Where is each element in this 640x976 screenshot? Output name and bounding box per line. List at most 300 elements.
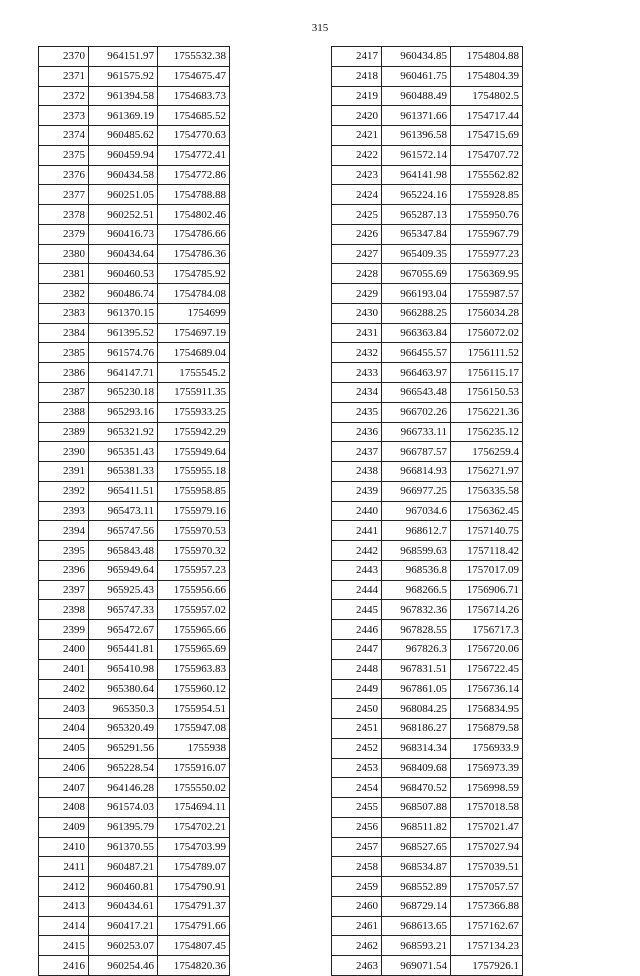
point-number-cell: 2411 <box>39 857 89 877</box>
y-coordinate-cell: 1757926.1 <box>451 956 523 976</box>
table-row <box>332 462 523 482</box>
x-coordinate-cell: 968507.88 <box>382 798 451 818</box>
table-row <box>332 798 523 818</box>
y-coordinate-cell: 1754707.72 <box>451 145 523 165</box>
point-number-cell: 2390 <box>39 442 89 462</box>
point-number-cell: 2426 <box>332 224 382 244</box>
table-row <box>39 165 230 185</box>
point-number-cell: 2380 <box>39 244 89 264</box>
table-row <box>39 521 230 541</box>
point-number-cell: 2438 <box>332 462 382 482</box>
point-number-cell: 2400 <box>39 639 89 659</box>
x-coordinate-cell: 966702.26 <box>382 402 451 422</box>
x-coordinate-cell: 961395.79 <box>89 817 158 837</box>
table-row <box>332 916 523 936</box>
table-row <box>39 639 230 659</box>
point-number-cell: 2422 <box>332 145 382 165</box>
table-row <box>39 719 230 739</box>
x-coordinate-cell: 965320.49 <box>89 719 158 739</box>
table-row <box>332 86 523 106</box>
y-coordinate-cell: 1754802.5 <box>451 86 523 106</box>
point-number-cell: 2413 <box>39 896 89 916</box>
y-coordinate-cell: 1755938 <box>158 738 230 758</box>
y-coordinate-cell: 1754675.47 <box>158 66 230 86</box>
x-coordinate-cell: 967055.69 <box>382 264 451 284</box>
table-row <box>39 541 230 561</box>
x-coordinate-cell: 965409.35 <box>382 244 451 264</box>
table-row <box>332 422 523 442</box>
table-row <box>332 126 523 146</box>
x-coordinate-cell: 961396.58 <box>382 126 451 146</box>
table-row <box>39 916 230 936</box>
point-number-cell: 2444 <box>332 580 382 600</box>
y-coordinate-cell: 1756221.36 <box>451 402 523 422</box>
table-row <box>332 837 523 857</box>
y-coordinate-cell: 1755911.35 <box>158 383 230 403</box>
table-row <box>332 185 523 205</box>
x-coordinate-cell: 967861.05 <box>382 679 451 699</box>
x-coordinate-cell: 968599.63 <box>382 541 451 561</box>
x-coordinate-cell: 965228.54 <box>89 758 158 778</box>
y-coordinate-cell: 1756072.02 <box>451 323 523 343</box>
x-coordinate-cell: 960254.46 <box>89 956 158 976</box>
table-row <box>39 817 230 837</box>
point-number-cell: 2457 <box>332 837 382 857</box>
point-number-cell: 2442 <box>332 541 382 561</box>
y-coordinate-cell: 1756271.97 <box>451 462 523 482</box>
x-coordinate-cell: 967034.6 <box>382 501 451 521</box>
x-coordinate-cell: 960488.49 <box>382 86 451 106</box>
table-row <box>39 462 230 482</box>
table-row <box>332 303 523 323</box>
x-coordinate-cell: 965351.43 <box>89 442 158 462</box>
y-coordinate-cell: 1756362.45 <box>451 501 523 521</box>
y-coordinate-cell: 1755987.57 <box>451 284 523 304</box>
table-row <box>332 244 523 264</box>
point-number-cell: 2445 <box>332 600 382 620</box>
y-coordinate-cell: 1755963.83 <box>158 659 230 679</box>
point-number-cell: 2379 <box>39 224 89 244</box>
table-row <box>332 896 523 916</box>
table-row <box>39 738 230 758</box>
y-coordinate-cell: 1754685.52 <box>158 106 230 126</box>
y-coordinate-cell: 1756115.17 <box>451 363 523 383</box>
table-row <box>332 284 523 304</box>
x-coordinate-cell: 960434.58 <box>89 165 158 185</box>
table-row <box>39 857 230 877</box>
x-coordinate-cell: 965925.43 <box>89 580 158 600</box>
x-coordinate-cell: 961395.52 <box>89 323 158 343</box>
table-row <box>39 877 230 897</box>
x-coordinate-cell: 968314.34 <box>382 738 451 758</box>
table-row <box>39 956 230 976</box>
table-row <box>39 106 230 126</box>
y-coordinate-cell: 1755545.2 <box>158 363 230 383</box>
point-number-cell: 2458 <box>332 857 382 877</box>
x-coordinate-cell: 968084.25 <box>382 699 451 719</box>
y-coordinate-cell: 1757027.94 <box>451 837 523 857</box>
table-row <box>332 481 523 501</box>
y-coordinate-cell: 1754689.04 <box>158 343 230 363</box>
table-row <box>332 264 523 284</box>
point-number-cell: 2373 <box>39 106 89 126</box>
point-number-cell: 2370 <box>39 47 89 67</box>
y-coordinate-cell: 1754804.88 <box>451 47 523 67</box>
table-row <box>332 501 523 521</box>
table-row <box>39 244 230 264</box>
point-number-cell: 2377 <box>39 185 89 205</box>
table-row <box>39 47 230 67</box>
x-coordinate-cell: 968511.82 <box>382 817 451 837</box>
table-row <box>332 106 523 126</box>
x-coordinate-cell: 966733.11 <box>382 422 451 442</box>
x-coordinate-cell: 966455.57 <box>382 343 451 363</box>
x-coordinate-cell: 965843.48 <box>89 541 158 561</box>
table-row <box>332 442 523 462</box>
table-row <box>39 560 230 580</box>
x-coordinate-cell: 960459.94 <box>89 145 158 165</box>
x-coordinate-cell: 965441.81 <box>89 639 158 659</box>
point-number-cell: 2397 <box>39 580 89 600</box>
table-row <box>39 303 230 323</box>
table-row <box>39 363 230 383</box>
y-coordinate-cell: 1756973.39 <box>451 758 523 778</box>
x-coordinate-cell: 961574.76 <box>89 343 158 363</box>
y-coordinate-cell: 1756722.45 <box>451 659 523 679</box>
point-number-cell: 2461 <box>332 916 382 936</box>
table-row <box>39 600 230 620</box>
table-row <box>39 501 230 521</box>
y-coordinate-cell: 1757140.75 <box>451 521 523 541</box>
y-coordinate-cell: 1754807.45 <box>158 936 230 956</box>
x-coordinate-cell: 960417.21 <box>89 916 158 936</box>
x-coordinate-cell: 960434.61 <box>89 896 158 916</box>
x-coordinate-cell: 969071.54 <box>382 956 451 976</box>
y-coordinate-cell: 1755532.38 <box>158 47 230 67</box>
x-coordinate-cell: 968593.21 <box>382 936 451 956</box>
y-coordinate-cell: 1755956.66 <box>158 580 230 600</box>
x-coordinate-cell: 961369.19 <box>89 106 158 126</box>
y-coordinate-cell: 1756111.52 <box>451 343 523 363</box>
point-number-cell: 2392 <box>39 481 89 501</box>
y-coordinate-cell: 1756259.4 <box>451 442 523 462</box>
point-number-cell: 2402 <box>39 679 89 699</box>
point-number-cell: 2452 <box>332 738 382 758</box>
x-coordinate-cell: 964147.71 <box>89 363 158 383</box>
y-coordinate-cell: 1754772.86 <box>158 165 230 185</box>
x-coordinate-cell: 965291.56 <box>89 738 158 758</box>
point-number-cell: 2375 <box>39 145 89 165</box>
x-coordinate-cell: 960251.05 <box>89 185 158 205</box>
x-coordinate-cell: 960487.21 <box>89 857 158 877</box>
y-coordinate-cell: 1755950.76 <box>451 205 523 225</box>
y-coordinate-cell: 1755916.07 <box>158 758 230 778</box>
table-row <box>332 778 523 798</box>
point-number-cell: 2415 <box>39 936 89 956</box>
table-row <box>39 679 230 699</box>
point-number-cell: 2406 <box>39 758 89 778</box>
point-number-cell: 2416 <box>39 956 89 976</box>
table-row <box>39 837 230 857</box>
point-number-cell: 2455 <box>332 798 382 818</box>
point-number-cell: 2385 <box>39 343 89 363</box>
point-number-cell: 2431 <box>332 323 382 343</box>
point-number-cell: 2376 <box>39 165 89 185</box>
point-number-cell: 2410 <box>39 837 89 857</box>
point-number-cell: 2456 <box>332 817 382 837</box>
point-number-cell: 2441 <box>332 521 382 541</box>
table-row <box>332 323 523 343</box>
table-row <box>332 402 523 422</box>
table-row <box>332 817 523 837</box>
x-coordinate-cell: 968729.14 <box>382 896 451 916</box>
table-row <box>332 679 523 699</box>
y-coordinate-cell: 1756834.95 <box>451 699 523 719</box>
x-coordinate-cell: 965747.33 <box>89 600 158 620</box>
table-row <box>39 145 230 165</box>
point-number-cell: 2451 <box>332 719 382 739</box>
table-row <box>332 719 523 739</box>
y-coordinate-cell: 1755928.85 <box>451 185 523 205</box>
x-coordinate-cell: 968470.52 <box>382 778 451 798</box>
x-coordinate-cell: 967826.3 <box>382 639 451 659</box>
y-coordinate-cell: 1757039.51 <box>451 857 523 877</box>
table-row <box>39 402 230 422</box>
x-coordinate-cell: 968186.27 <box>382 719 451 739</box>
x-coordinate-cell: 965381.33 <box>89 462 158 482</box>
point-number-cell: 2407 <box>39 778 89 798</box>
table-row <box>39 758 230 778</box>
point-number-cell: 2417 <box>332 47 382 67</box>
table-row <box>332 659 523 679</box>
y-coordinate-cell: 1756906.71 <box>451 580 523 600</box>
x-coordinate-cell: 968612.7 <box>382 521 451 541</box>
x-coordinate-cell: 965949.64 <box>89 560 158 580</box>
x-coordinate-cell: 967831.51 <box>382 659 451 679</box>
point-number-cell: 2403 <box>39 699 89 719</box>
y-coordinate-cell: 1757134.23 <box>451 936 523 956</box>
point-number-cell: 2389 <box>39 422 89 442</box>
y-coordinate-cell: 1754791.66 <box>158 916 230 936</box>
y-coordinate-cell: 1756998.59 <box>451 778 523 798</box>
x-coordinate-cell: 965287.13 <box>382 205 451 225</box>
point-number-cell: 2435 <box>332 402 382 422</box>
point-number-cell: 2454 <box>332 778 382 798</box>
y-coordinate-cell: 1757118.42 <box>451 541 523 561</box>
point-number-cell: 2446 <box>332 620 382 640</box>
table-row <box>332 47 523 67</box>
y-coordinate-cell: 1757017.09 <box>451 560 523 580</box>
y-coordinate-cell: 1754786.36 <box>158 244 230 264</box>
table-row <box>39 659 230 679</box>
y-coordinate-cell: 1755942.29 <box>158 422 230 442</box>
table-row <box>39 481 230 501</box>
y-coordinate-cell: 1755933.25 <box>158 402 230 422</box>
point-number-cell: 2393 <box>39 501 89 521</box>
y-coordinate-cell: 1755954.51 <box>158 699 230 719</box>
y-coordinate-cell: 1756720.06 <box>451 639 523 659</box>
table-row <box>332 877 523 897</box>
y-coordinate-cell: 1757018.58 <box>451 798 523 818</box>
y-coordinate-cell: 1754703.99 <box>158 837 230 857</box>
table-row <box>332 165 523 185</box>
x-coordinate-cell: 966193.04 <box>382 284 451 304</box>
y-coordinate-cell: 1757021.47 <box>451 817 523 837</box>
point-number-cell: 2447 <box>332 639 382 659</box>
table-row <box>39 323 230 343</box>
y-coordinate-cell: 1754770.63 <box>158 126 230 146</box>
x-coordinate-cell: 960253.07 <box>89 936 158 956</box>
x-coordinate-cell: 966543.48 <box>382 383 451 403</box>
table-row <box>39 620 230 640</box>
x-coordinate-cell: 961394.58 <box>89 86 158 106</box>
point-number-cell: 2437 <box>332 442 382 462</box>
y-coordinate-cell: 1755965.69 <box>158 639 230 659</box>
table-row <box>39 224 230 244</box>
table-row <box>39 798 230 818</box>
y-coordinate-cell: 1754683.73 <box>158 86 230 106</box>
table-row <box>39 205 230 225</box>
y-coordinate-cell: 1755960.12 <box>158 679 230 699</box>
page-number: 315 <box>311 22 329 34</box>
x-coordinate-cell: 965472.67 <box>89 620 158 640</box>
y-coordinate-cell: 1755979.16 <box>158 501 230 521</box>
table-row <box>332 580 523 600</box>
x-coordinate-cell: 967828.55 <box>382 620 451 640</box>
point-number-cell: 2396 <box>39 560 89 580</box>
x-coordinate-cell: 968527.65 <box>382 837 451 857</box>
point-number-cell: 2394 <box>39 521 89 541</box>
point-number-cell: 2391 <box>39 462 89 482</box>
x-coordinate-cell: 965411.51 <box>89 481 158 501</box>
y-coordinate-cell: 1757366.88 <box>451 896 523 916</box>
point-number-cell: 2420 <box>332 106 382 126</box>
point-number-cell: 2453 <box>332 758 382 778</box>
y-coordinate-cell: 1755550.02 <box>158 778 230 798</box>
x-coordinate-cell: 960434.85 <box>382 47 451 67</box>
point-number-cell: 2374 <box>39 126 89 146</box>
table-row <box>39 442 230 462</box>
y-coordinate-cell: 1754802.46 <box>158 205 230 225</box>
table-row <box>332 738 523 758</box>
x-coordinate-cell: 966977.25 <box>382 481 451 501</box>
table-row <box>39 896 230 916</box>
table-row <box>332 699 523 719</box>
y-coordinate-cell: 1754820.36 <box>158 956 230 976</box>
x-coordinate-cell: 965347.84 <box>382 224 451 244</box>
x-coordinate-cell: 965473.11 <box>89 501 158 521</box>
point-number-cell: 2387 <box>39 383 89 403</box>
y-coordinate-cell: 1755970.32 <box>158 541 230 561</box>
point-number-cell: 2412 <box>39 877 89 897</box>
x-coordinate-cell: 968552.89 <box>382 877 451 897</box>
point-number-cell: 2450 <box>332 699 382 719</box>
y-coordinate-cell: 1755958.85 <box>158 481 230 501</box>
point-number-cell: 2371 <box>39 66 89 86</box>
x-coordinate-cell: 961572.14 <box>382 145 451 165</box>
table-row <box>332 936 523 956</box>
table-row <box>332 541 523 561</box>
point-number-cell: 2419 <box>332 86 382 106</box>
table-row <box>332 956 523 976</box>
x-coordinate-cell: 966463.97 <box>382 363 451 383</box>
y-coordinate-cell: 1755955.18 <box>158 462 230 482</box>
x-coordinate-cell: 968613.65 <box>382 916 451 936</box>
y-coordinate-cell: 1754785.92 <box>158 264 230 284</box>
x-coordinate-cell: 966363.84 <box>382 323 451 343</box>
point-number-cell: 2404 <box>39 719 89 739</box>
y-coordinate-cell: 1756235.12 <box>451 422 523 442</box>
x-coordinate-cell: 965380.64 <box>89 679 158 699</box>
x-coordinate-cell: 965350.3 <box>89 699 158 719</box>
y-coordinate-cell: 1755957.23 <box>158 560 230 580</box>
y-coordinate-cell: 1755562.82 <box>451 165 523 185</box>
point-number-cell: 2449 <box>332 679 382 699</box>
y-coordinate-cell: 1754697.19 <box>158 323 230 343</box>
coordinate-table-right <box>331 46 523 976</box>
point-number-cell: 2388 <box>39 402 89 422</box>
y-coordinate-cell: 1754694.11 <box>158 798 230 818</box>
point-number-cell: 2463 <box>332 956 382 976</box>
point-number-cell: 2423 <box>332 165 382 185</box>
table-row <box>39 185 230 205</box>
table-row <box>332 205 523 225</box>
x-coordinate-cell: 964141.98 <box>382 165 451 185</box>
table-row <box>39 383 230 403</box>
x-coordinate-cell: 965410.98 <box>89 659 158 679</box>
y-coordinate-cell: 1755957.02 <box>158 600 230 620</box>
table-row <box>332 145 523 165</box>
point-number-cell: 2398 <box>39 600 89 620</box>
x-coordinate-cell: 960416.73 <box>89 224 158 244</box>
y-coordinate-cell: 1756933.9 <box>451 738 523 758</box>
y-coordinate-cell: 1754788.88 <box>158 185 230 205</box>
x-coordinate-cell: 966288.25 <box>382 303 451 323</box>
x-coordinate-cell: 968534.87 <box>382 857 451 877</box>
x-coordinate-cell: 965224.16 <box>382 185 451 205</box>
table-row <box>39 936 230 956</box>
table-row <box>39 86 230 106</box>
y-coordinate-cell: 1756150.53 <box>451 383 523 403</box>
point-number-cell: 2382 <box>39 284 89 304</box>
table-row <box>39 580 230 600</box>
x-coordinate-cell: 968536.8 <box>382 560 451 580</box>
point-number-cell: 2395 <box>39 541 89 561</box>
table-row <box>39 284 230 304</box>
table-row <box>332 66 523 86</box>
x-coordinate-cell: 965293.16 <box>89 402 158 422</box>
point-number-cell: 2425 <box>332 205 382 225</box>
y-coordinate-cell: 1754702.21 <box>158 817 230 837</box>
point-number-cell: 2443 <box>332 560 382 580</box>
table-row <box>39 422 230 442</box>
point-number-cell: 2432 <box>332 343 382 363</box>
y-coordinate-cell: 1756369.95 <box>451 264 523 284</box>
table-row <box>332 343 523 363</box>
y-coordinate-cell: 1754791.37 <box>158 896 230 916</box>
y-coordinate-cell: 1755947.08 <box>158 719 230 739</box>
y-coordinate-cell: 1756335.58 <box>451 481 523 501</box>
point-number-cell: 2440 <box>332 501 382 521</box>
point-number-cell: 2428 <box>332 264 382 284</box>
table-row <box>332 383 523 403</box>
y-coordinate-cell: 1755965.66 <box>158 620 230 640</box>
x-coordinate-cell: 960485.62 <box>89 126 158 146</box>
point-number-cell: 2399 <box>39 620 89 640</box>
y-coordinate-cell: 1757057.57 <box>451 877 523 897</box>
table-row <box>39 264 230 284</box>
table-row <box>332 758 523 778</box>
